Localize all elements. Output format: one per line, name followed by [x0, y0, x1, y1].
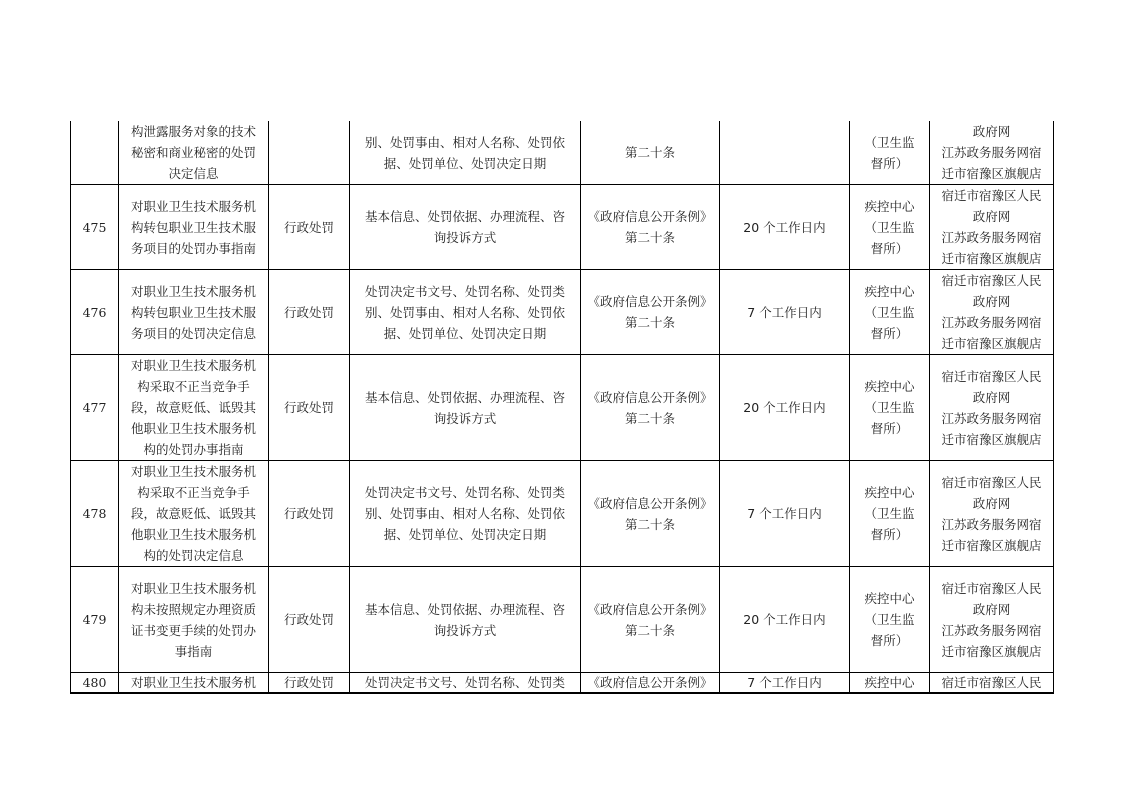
cell-channel-line: 政府网 [972, 495, 1011, 511]
cell-department-line: 疾控中心 [864, 675, 915, 690]
cell-item-line: 构未按照规定办理资质 [130, 601, 256, 617]
cell-department [850, 121, 930, 185]
cell-department-line: 疾控中心 [864, 283, 915, 299]
cell-item-line: 他职业卫生技术服务机 [130, 527, 256, 542]
cell-channel-line: 宿迁市宿豫区人民 [941, 474, 1042, 490]
cell-content-line: 询投诉方式 [433, 622, 497, 638]
cell-number: 479 [71, 567, 119, 673]
cell-time-limit: 20 个工作日内 [720, 185, 850, 270]
cell-basis-line: 《政府信息公开条例》 [587, 495, 713, 511]
cell-department-line: 督所） [870, 240, 909, 256]
cell-category: 行政处罚 [269, 270, 350, 355]
cell-department [850, 461, 930, 567]
cell-content [350, 121, 581, 185]
cell-basis [581, 461, 720, 567]
cell-basis-line: 《政府信息公开条例》 [587, 601, 713, 617]
cell-channel-line: 政府网 [972, 294, 1011, 309]
cell-content-line: 据、处罚单位、处罚决定日期 [383, 527, 547, 542]
cell-content-line: 询投诉方式 [433, 230, 497, 245]
cell-item [119, 673, 269, 694]
cell-basis [581, 355, 720, 461]
cell-time-limit: 20 个工作日内 [720, 355, 850, 461]
cell-item-line: 段，故意贬低、诋毁其 [130, 400, 256, 415]
cell-channel [930, 270, 1054, 355]
cell-basis-line: 《政府信息公开条例》 [587, 294, 713, 309]
cell-department-line: 督所） [870, 421, 909, 436]
table-row [71, 673, 1054, 694]
cell-item-line: 段，故意贬低、诋毁其 [130, 506, 256, 521]
cell-basis-line: 《政府信息公开条例》 [587, 389, 713, 405]
cell-content [350, 673, 581, 694]
cell-item [119, 185, 269, 270]
cell-channel-line: 政府网 [972, 389, 1011, 405]
cell-basis-line: 第二十条 [624, 230, 675, 245]
cell-channel [930, 185, 1054, 270]
cell-department [850, 270, 930, 355]
cell-item-line: 对职业卫生技术服务机 [130, 198, 256, 214]
cell-basis-line: 《政府信息公开条例》 [587, 209, 713, 224]
cell-time-limit: 7 个工作日内 [720, 673, 850, 694]
cell-item-line: 对职业卫生技术服务机 [130, 464, 256, 479]
cell-channel-line: 迁市宿豫区旗舰店 [941, 643, 1042, 659]
cell-channel-line: 宿迁市宿豫区人民 [941, 188, 1042, 203]
cell-basis-line: 第二十条 [624, 315, 675, 330]
cell-department [850, 567, 930, 673]
cell-channel-line: 政府网 [972, 209, 1011, 224]
cell-department [850, 673, 930, 694]
cell-content-line: 处罚决定书文号、处罚名称、处罚类 [364, 675, 565, 690]
cell-item-line: 构泄露服务对象的技术 [130, 124, 256, 139]
cell-content-line: 据、处罚单位、处罚决定日期 [383, 325, 547, 341]
cell-department [850, 355, 930, 461]
cell-department-line: （卫生监 [864, 304, 915, 320]
cell-channel-line: 江苏政务服务网宿 [941, 230, 1042, 245]
cell-content [350, 567, 581, 673]
table-row [71, 461, 1054, 567]
table-row [71, 121, 1054, 185]
cell-time-limit [720, 121, 850, 185]
cell-channel-line: 政府网 [972, 601, 1011, 617]
cell-basis [581, 673, 720, 694]
cell-basis-line: 第二十条 [624, 622, 675, 638]
cell-channel [930, 121, 1054, 185]
cell-channel-line: 迁市宿豫区旗舰店 [941, 166, 1042, 181]
cell-channel-line: 政府网 [972, 124, 1011, 139]
cell-channel-line: 宿迁市宿豫区人民 [941, 580, 1042, 596]
cell-channel [930, 461, 1054, 567]
cell-category [269, 121, 350, 185]
cell-basis [581, 567, 720, 673]
cell-content [350, 355, 581, 461]
cell-department-line: 疾控中心 [864, 379, 915, 394]
cell-item-line: 对职业卫生技术服务机 [130, 675, 256, 690]
cell-category: 行政处罚 [269, 673, 350, 694]
cell-item-line: 证书变更手续的处罚办 [130, 622, 256, 638]
cell-time-limit: 7 个工作日内 [720, 461, 850, 567]
cell-department-line: 疾控中心 [864, 591, 915, 606]
cell-content-line: 别、处罚事由、相对人名称、处罚依 [364, 304, 565, 320]
cell-number: 477 [71, 355, 119, 461]
cell-channel-line: 迁市宿豫区旗舰店 [941, 336, 1042, 351]
cell-content-line: 基本信息、处罚依据、办理流程、咨 [364, 601, 565, 617]
cell-basis-line: 第二十条 [624, 145, 675, 160]
cell-item-line: 务项目的处罚决定信息 [130, 325, 256, 341]
cell-item-line: 务项目的处罚办事指南 [130, 240, 256, 256]
cell-item [119, 121, 269, 185]
cell-content-line: 基本信息、处罚依据、办理流程、咨 [364, 389, 565, 405]
cell-item-line: 对职业卫生技术服务机 [130, 358, 256, 373]
cell-channel [930, 355, 1054, 461]
table-row [71, 355, 1054, 461]
cell-number: 480 [71, 673, 119, 694]
cell-item [119, 567, 269, 673]
cell-content-line: 基本信息、处罚依据、办理流程、咨 [364, 209, 565, 224]
cell-department-line: （卫生监 [864, 134, 915, 150]
cell-content [350, 185, 581, 270]
cell-channel [930, 673, 1054, 694]
cell-content-line: 别、处罚事由、相对人名称、处罚依 [364, 506, 565, 521]
cell-item-line: 构的处罚决定信息 [143, 548, 244, 563]
cell-channel-line: 江苏政务服务网宿 [941, 145, 1042, 160]
table-body [71, 121, 1054, 693]
cell-basis [581, 121, 720, 185]
cell-content-line: 处罚决定书文号、处罚名称、处罚类 [364, 283, 565, 299]
cell-content [350, 461, 581, 567]
cell-basis [581, 270, 720, 355]
cell-department [850, 185, 930, 270]
cell-channel-line: 迁市宿豫区旗舰店 [941, 537, 1042, 553]
cell-department-line: （卫生监 [864, 612, 915, 627]
cell-department-line: 督所） [870, 155, 909, 171]
cell-item-line: 事指南 [174, 643, 213, 659]
table-row [71, 567, 1054, 673]
cell-basis-line: 第二十条 [624, 410, 675, 426]
cell-category: 行政处罚 [269, 355, 350, 461]
cell-item-line: 对职业卫生技术服务机 [130, 283, 256, 299]
cell-channel-line: 江苏政务服务网宿 [941, 516, 1042, 532]
cell-content-line: 据、处罚单位、处罚决定日期 [383, 155, 547, 171]
cell-department-line: 疾控中心 [864, 198, 915, 214]
cell-item-line: 对职业卫生技术服务机 [130, 580, 256, 596]
cell-item [119, 461, 269, 567]
cell-item-line: 决定信息 [168, 166, 219, 181]
cell-channel-line: 宿迁市宿豫区人民 [941, 675, 1042, 690]
cell-department-line: 督所） [870, 527, 909, 542]
cell-item-line: 构转包职业卫生技术服 [130, 219, 256, 235]
cell-item [119, 270, 269, 355]
cell-category: 行政处罚 [269, 567, 350, 673]
cell-department-line: （卫生监 [864, 400, 915, 415]
cell-item-line: 秘密和商业秘密的处罚 [130, 145, 256, 160]
cell-item-line: 构转包职业卫生技术服 [130, 304, 256, 320]
cell-channel-line: 江苏政务服务网宿 [941, 622, 1042, 638]
cell-content-line: 询投诉方式 [433, 410, 497, 426]
cell-department-line: 疾控中心 [864, 485, 915, 500]
cell-time-limit: 20 个工作日内 [720, 567, 850, 673]
cell-basis [581, 185, 720, 270]
cell-category: 行政处罚 [269, 461, 350, 567]
cell-item-line: 构采取不正当竞争手 [137, 379, 250, 394]
cell-channel [930, 567, 1054, 673]
cell-basis-line: 第二十条 [624, 516, 675, 532]
cell-content [350, 270, 581, 355]
cell-item-line: 构的处罚办事指南 [143, 442, 244, 457]
cell-channel-line: 迁市宿豫区旗舰店 [941, 431, 1042, 447]
cell-number [71, 121, 119, 185]
cell-content-line: 处罚决定书文号、处罚名称、处罚类 [364, 485, 565, 500]
cell-department-line: 督所） [870, 633, 909, 648]
cell-channel-line: 迁市宿豫区旗舰店 [941, 251, 1042, 266]
cell-item-line: 他职业卫生技术服务机 [130, 421, 256, 436]
cell-content-line: 别、处罚事由、相对人名称、处罚依 [364, 134, 565, 150]
cell-time-limit: 7 个工作日内 [720, 270, 850, 355]
cell-number: 475 [71, 185, 119, 270]
cell-basis-line: 《政府信息公开条例》 [587, 675, 713, 690]
table-row [71, 185, 1054, 270]
cell-channel-line: 江苏政务服务网宿 [941, 410, 1042, 426]
cell-channel-line: 宿迁市宿豫区人民 [941, 273, 1042, 288]
table-row [71, 270, 1054, 355]
cell-department-line: （卫生监 [864, 219, 915, 235]
disclosure-table [70, 121, 1054, 694]
cell-number: 478 [71, 461, 119, 567]
cell-channel-line: 宿迁市宿豫区人民 [941, 368, 1042, 384]
cell-department-line: 督所） [870, 325, 909, 341]
cell-department-line: （卫生监 [864, 506, 915, 521]
cell-item-line: 构采取不正当竞争手 [137, 485, 250, 500]
cell-number: 476 [71, 270, 119, 355]
cell-channel-line: 江苏政务服务网宿 [941, 315, 1042, 330]
cell-category: 行政处罚 [269, 185, 350, 270]
cell-item [119, 355, 269, 461]
